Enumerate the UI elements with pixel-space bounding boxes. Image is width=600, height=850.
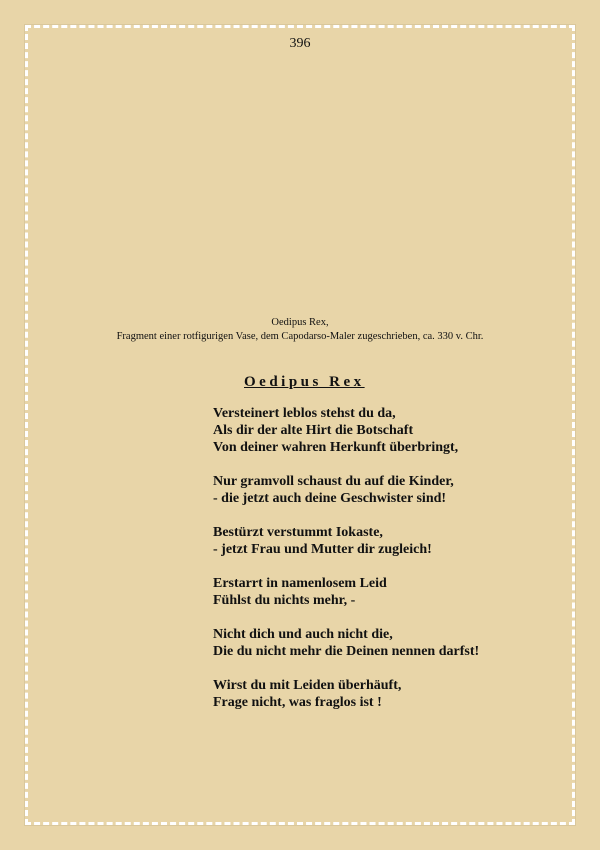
poem-stanza [213,405,479,456]
poem-title: Oedipus Rex [244,374,365,390]
poem-stanza [213,473,479,507]
poem-line: Fühlst du nichts mehr, - [213,593,356,608]
poem-line: Frage nicht, was fraglos ist ! [213,695,382,710]
caption-title: Oedipus Rex, [271,317,329,328]
poem-line: Nicht dich und auch nicht die, [213,627,393,642]
poem-stanza [213,524,479,558]
poem-stanza [213,677,479,711]
poem-line: Wirst du mit Leiden überhäuft, [213,678,402,693]
poem-line: Bestürzt verstummt Iokaste, [213,525,383,540]
poem-line: Versteinert leblos stehst du da, [213,406,396,421]
poem-stanza [213,626,479,660]
poem-body [213,405,479,728]
poem-line: Als dir der alte Hirt die Botschaft [213,423,414,438]
page-number: 396 [289,36,311,51]
poem-line: Erstarrt in namenlosem Leid [213,576,387,591]
poem-line: - die jetzt auch deine Geschwister sind! [213,491,447,506]
caption-description: Fragment einer rotfigurigen Vase, dem Capodarso-Maler zugeschrieben, ca. 330 v. Chr. [116,331,484,342]
poem-stanza [213,575,479,609]
poem-line: Nur gramvoll schaust du auf die Kinder, [213,474,454,489]
poem-line: Von deiner wahren Herkunft überbringt, [213,440,459,455]
poem-line: - jetzt Frau und Mutter dir zugleich! [213,542,432,557]
image-caption [0,316,600,344]
poem-line: Die du nicht mehr die Deinen nennen darfst! [213,644,480,659]
